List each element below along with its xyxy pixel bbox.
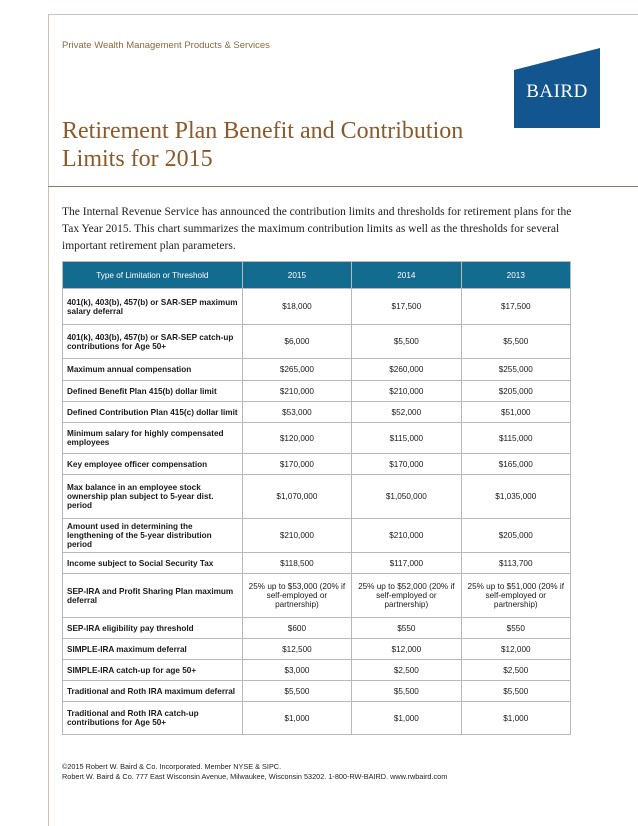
footer bbox=[62, 762, 447, 781]
column-header-type: Type of Limitation or Threshold bbox=[63, 262, 243, 289]
title-divider bbox=[48, 186, 638, 187]
row-value-2013: $5,500 bbox=[461, 325, 570, 359]
row-value-2013: $550 bbox=[461, 618, 570, 639]
row-label: 401(k), 403(b), 457(b) or SAR-SEP catch-up contributions for Age 50+ bbox=[63, 325, 243, 359]
row-value-2015: $600 bbox=[242, 618, 351, 639]
row-value-2015: $120,000 bbox=[242, 423, 351, 454]
row-value-2013: $12,000 bbox=[461, 639, 570, 660]
page-title bbox=[62, 117, 532, 173]
row-label: Defined Contribution Plan 415(c) dollar limit bbox=[63, 402, 243, 423]
row-value-2015: $265,000 bbox=[242, 359, 351, 381]
row-label: SIMPLE-IRA maximum deferral bbox=[63, 639, 243, 660]
row-label: Maximum annual compensation bbox=[63, 359, 243, 381]
header-tagline: Private Wealth Management Products & Services bbox=[62, 40, 270, 51]
row-value-2013: $113,700 bbox=[461, 553, 570, 574]
row-value-2014: $12,000 bbox=[352, 639, 461, 660]
row-value-2015: $18,000 bbox=[242, 289, 351, 325]
row-value-2013: $165,000 bbox=[461, 454, 570, 475]
table-body bbox=[63, 289, 571, 735]
row-label: SIMPLE-IRA catch-up for age 50+ bbox=[63, 660, 243, 681]
row-value-2014: $52,000 bbox=[352, 402, 461, 423]
row-value-2014: $115,000 bbox=[352, 423, 461, 454]
row-value-2014: $170,000 bbox=[352, 454, 461, 475]
row-label: Traditional and Roth IRA maximum deferral bbox=[63, 681, 243, 702]
logo-text: BAIRD bbox=[526, 81, 588, 102]
row-value-2015: $210,000 bbox=[242, 519, 351, 553]
table-header-row bbox=[63, 262, 571, 289]
row-value-2014: $17,500 bbox=[352, 289, 461, 325]
table-row bbox=[63, 639, 571, 660]
table-row bbox=[63, 702, 571, 735]
row-label: Max balance in an employee stock ownership plan subject to 5-year dist. period bbox=[63, 475, 243, 519]
row-value-2013: $2,500 bbox=[461, 660, 570, 681]
row-value-2013: $255,000 bbox=[461, 359, 570, 381]
title-line-2: Limits for 2015 bbox=[62, 146, 213, 172]
row-value-2014: $1,050,000 bbox=[352, 475, 461, 519]
title-line-1: Retirement Plan Benefit and Contribution bbox=[62, 118, 464, 144]
row-value-2015: $53,000 bbox=[242, 402, 351, 423]
row-value-2014: $210,000 bbox=[352, 381, 461, 402]
table-row bbox=[63, 681, 571, 702]
row-value-2013: $205,000 bbox=[461, 381, 570, 402]
row-label: Minimum salary for highly compensated employees bbox=[63, 423, 243, 454]
row-value-2014: $5,500 bbox=[352, 681, 461, 702]
row-value-2015: $6,000 bbox=[242, 325, 351, 359]
row-value-2014: $260,000 bbox=[352, 359, 461, 381]
table-row bbox=[63, 618, 571, 639]
table-row bbox=[63, 381, 571, 402]
table-row bbox=[63, 359, 571, 381]
row-value-2015: $170,000 bbox=[242, 454, 351, 475]
table-row bbox=[63, 574, 571, 618]
table-row bbox=[63, 423, 571, 454]
row-label: SEP-IRA and Profit Sharing Plan maximum deferral bbox=[63, 574, 243, 618]
row-value-2013: $1,035,000 bbox=[461, 475, 570, 519]
intro-paragraph: The Internal Revenue Service has announced the contribution limits and thresholds for retirement plans for the Tax Year 2015. This chart summarizes the maximum contribution limits as well as the thresholds for several important retirement plan parameters. bbox=[62, 206, 572, 252]
column-header-2015: 2015 bbox=[242, 262, 351, 289]
row-value-2014: 25% up to $52,000 (20% if self-employed or partnership) bbox=[352, 574, 461, 618]
row-label: Traditional and Roth IRA catch-up contributions for Age 50+ bbox=[63, 702, 243, 735]
row-label: Amount used in determining the lengthening of the 5-year distribution period bbox=[63, 519, 243, 553]
row-value-2015: $3,000 bbox=[242, 660, 351, 681]
table-row bbox=[63, 475, 571, 519]
table-row bbox=[63, 519, 571, 553]
row-value-2014: $117,000 bbox=[352, 553, 461, 574]
table-row bbox=[63, 553, 571, 574]
row-label: SEP-IRA eligibility pay threshold bbox=[63, 618, 243, 639]
baird-logo bbox=[514, 48, 600, 128]
table-row bbox=[63, 454, 571, 475]
column-header-2013: 2013 bbox=[461, 262, 570, 289]
row-value-2015: $12,500 bbox=[242, 639, 351, 660]
row-value-2013: $205,000 bbox=[461, 519, 570, 553]
row-value-2013: $5,500 bbox=[461, 681, 570, 702]
row-value-2014: $1,000 bbox=[352, 702, 461, 735]
row-label: Key employee officer compensation bbox=[63, 454, 243, 475]
row-value-2013: $51,000 bbox=[461, 402, 570, 423]
row-value-2014: $5,500 bbox=[352, 325, 461, 359]
row-value-2015: $1,070,000 bbox=[242, 475, 351, 519]
table-row bbox=[63, 402, 571, 423]
table-row bbox=[63, 289, 571, 325]
row-value-2015: $118,500 bbox=[242, 553, 351, 574]
table-row bbox=[63, 325, 571, 359]
row-value-2014: $2,500 bbox=[352, 660, 461, 681]
row-value-2014: $550 bbox=[352, 618, 461, 639]
row-value-2015: 25% up to $53,000 (20% if self-employed or partnership) bbox=[242, 574, 351, 618]
limits-table bbox=[62, 261, 571, 735]
row-label: Income subject to Social Security Tax bbox=[63, 553, 243, 574]
footer-copyright: ©2015 Robert W. Baird & Co. Incorporated. Member NYSE & SIPC. bbox=[62, 762, 282, 771]
row-value-2015: $1,000 bbox=[242, 702, 351, 735]
footer-address: Robert W. Baird & Co. 777 East Wisconsin Avenue, Milwaukee, Wisconsin 53202. 1-800-RW-BAIRD. www.rwbaird.com bbox=[62, 771, 448, 781]
row-value-2015: $210,000 bbox=[242, 381, 351, 402]
row-value-2013: $17,500 bbox=[461, 289, 570, 325]
row-value-2013: 25% up to $51,000 (20% if self-employed or partnership) bbox=[461, 574, 570, 618]
table-row bbox=[63, 660, 571, 681]
row-label: 401(k), 403(b), 457(b) or SAR-SEP maximum salary deferral bbox=[63, 289, 243, 325]
row-value-2015: $5,500 bbox=[242, 681, 351, 702]
row-value-2013: $115,000 bbox=[461, 423, 570, 454]
row-label: Defined Benefit Plan 415(b) dollar limit bbox=[63, 381, 243, 402]
row-value-2014: $210,000 bbox=[352, 519, 461, 553]
row-value-2013: $1,000 bbox=[461, 702, 570, 735]
column-header-2014: 2014 bbox=[352, 262, 461, 289]
